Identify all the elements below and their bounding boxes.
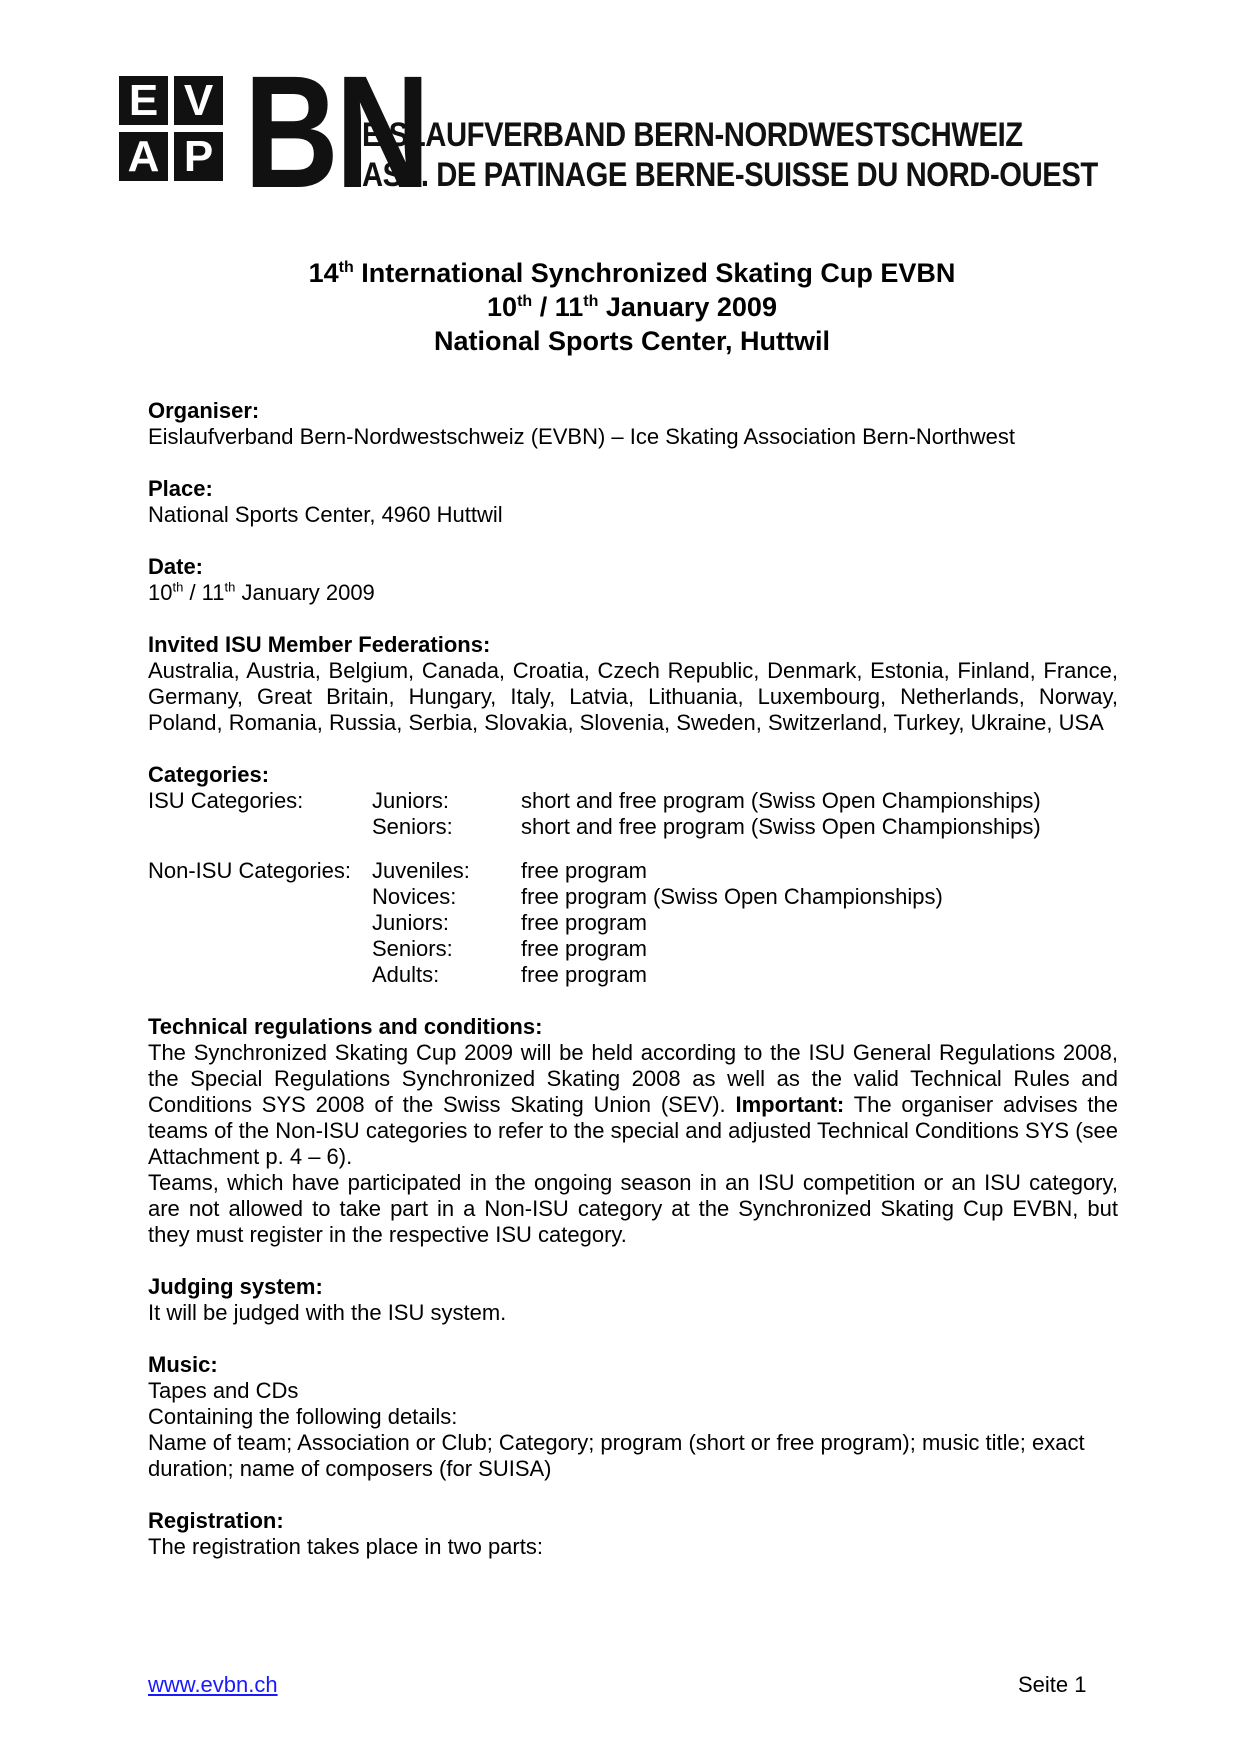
category-level: Seniors: <box>372 814 453 839</box>
music-line-3: Name of team; Association or Club; Category; program (short or free program); music title; exact duration; name of composers (for SUISA) <box>148 1430 1085 1481</box>
title-line-2: 10th / 11th January 2009 <box>487 292 777 322</box>
categories-section <box>148 762 1118 988</box>
logo-name-french: ASS. DE PATINAGE BERNE-SUISSE DU NORD-OUEST <box>362 156 1098 194</box>
judging-heading: Judging system: <box>148 1274 323 1299</box>
non-isu-categories-label: Non-ISU Categories: <box>148 858 351 883</box>
category-row <box>148 910 1118 936</box>
category-row <box>148 858 1118 884</box>
category-level: Seniors: <box>372 936 453 961</box>
category-level: Juniors: <box>372 910 450 935</box>
registration-heading: Registration: <box>148 1508 284 1533</box>
judging-section <box>148 1274 1118 1326</box>
organiser-text: Eislaufverband Bern-Nordwestschweiz (EVBN) – Ice Skating Association Bern-Northwest <box>148 424 1015 449</box>
logo-bn-letters: BN <box>244 42 427 221</box>
category-row <box>148 884 1118 910</box>
logo-tile-e: E <box>119 76 168 125</box>
technical-paragraph-1: The Synchronized Skating Cup 2009 will be held according to the ISU General Regulations 2008, the Special Regulations Synchronized Skating 2008 as well as the valid Technical Rules and Conditions SYS 2008 of the Swiss Skating Union (SEV). Important: The organiser advises the teams of the Non-ISU categories to refer to the special and adjusted Technical Conditions SYS (see Attachment p. 4 – 6). <box>148 1040 1119 1169</box>
document-body <box>148 398 1118 1586</box>
category-program: free program (Swiss Open Championships) <box>521 884 943 909</box>
logo-tile-p: P <box>174 132 223 181</box>
category-program: free program <box>521 858 647 883</box>
isu-categories-label: ISU Categories: <box>148 788 304 813</box>
date-section <box>148 554 1118 606</box>
category-program: short and free program (Swiss Open Championships) <box>521 814 1041 839</box>
document-title <box>0 256 1240 358</box>
registration-text: The registration takes place in two parts: <box>148 1534 543 1559</box>
federations-heading: Invited ISU Member Federations: <box>148 632 491 657</box>
title-line-1: 14th International Synchronized Skating Cup EVBN <box>308 258 956 288</box>
evbn-logo <box>119 42 1098 221</box>
logo-tile-v: V <box>174 76 223 125</box>
category-program: free program <box>521 910 647 935</box>
registration-section <box>148 1508 1118 1560</box>
category-row <box>148 814 1118 840</box>
important-label: Important: <box>735 1092 845 1117</box>
organiser-section <box>148 398 1118 450</box>
federations-text: Australia, Austria, Belgium, Canada, Croatia, Czech Republic, Denmark, Estonia, Finland, France, Germany, Great Britain, Hungary, Italy, Latvia, Lithuania, Luxembourg, Netherlands, Norway, Poland, Romania, Russia, Serbia, Slovakia, Slovenia, Sweden, Switzerland, Turkey, Ukraine, USA <box>148 658 1118 735</box>
title-line-3: National Sports Center, Huttwil <box>433 326 831 356</box>
page-number: Seite 1 <box>1018 1672 1087 1697</box>
category-row <box>148 962 1118 988</box>
category-row <box>148 936 1118 962</box>
category-level: Juveniles: <box>372 858 470 883</box>
category-level: Juniors: <box>372 788 450 813</box>
place-section <box>148 476 1118 528</box>
category-level: Adults: <box>372 962 440 987</box>
date-text: 10th / 11th January 2009 <box>148 579 375 605</box>
music-line-1: Tapes and CDs <box>148 1378 299 1403</box>
category-program: free program <box>521 936 647 961</box>
music-heading: Music: <box>148 1352 218 1377</box>
website-link[interactable]: www.evbn.ch <box>148 1672 278 1697</box>
music-section <box>148 1352 1118 1482</box>
logo-tile-a: A <box>119 132 168 181</box>
category-level: Novices: <box>372 884 457 909</box>
judging-text: It will be judged with the ISU system. <box>148 1300 507 1325</box>
categories-heading: Categories: <box>148 762 270 787</box>
technical-paragraph-2: Teams, which have participated in the ongoing season in an ISU competition or an ISU category, are not allowed to take part in a Non-ISU category at the Synchronized Skating Cup EVBN, but they must register in the respective ISU category. <box>148 1170 1118 1247</box>
technical-heading: Technical regulations and conditions: <box>148 1014 543 1039</box>
category-row <box>148 788 1118 814</box>
music-line-2: Containing the following details: <box>148 1404 458 1429</box>
organiser-heading: Organiser: <box>148 398 260 423</box>
category-program: free program <box>521 962 647 987</box>
logo-name-german: EISLAUFVERBAND BERN-NORDWESTSCHWEIZ <box>362 116 1023 154</box>
date-heading: Date: <box>148 554 204 579</box>
place-heading: Place: <box>148 476 213 501</box>
technical-section <box>148 1014 1118 1248</box>
place-text: National Sports Center, 4960 Huttwil <box>148 502 503 527</box>
category-program: short and free program (Swiss Open Championships) <box>521 788 1041 813</box>
federations-section <box>148 632 1118 736</box>
